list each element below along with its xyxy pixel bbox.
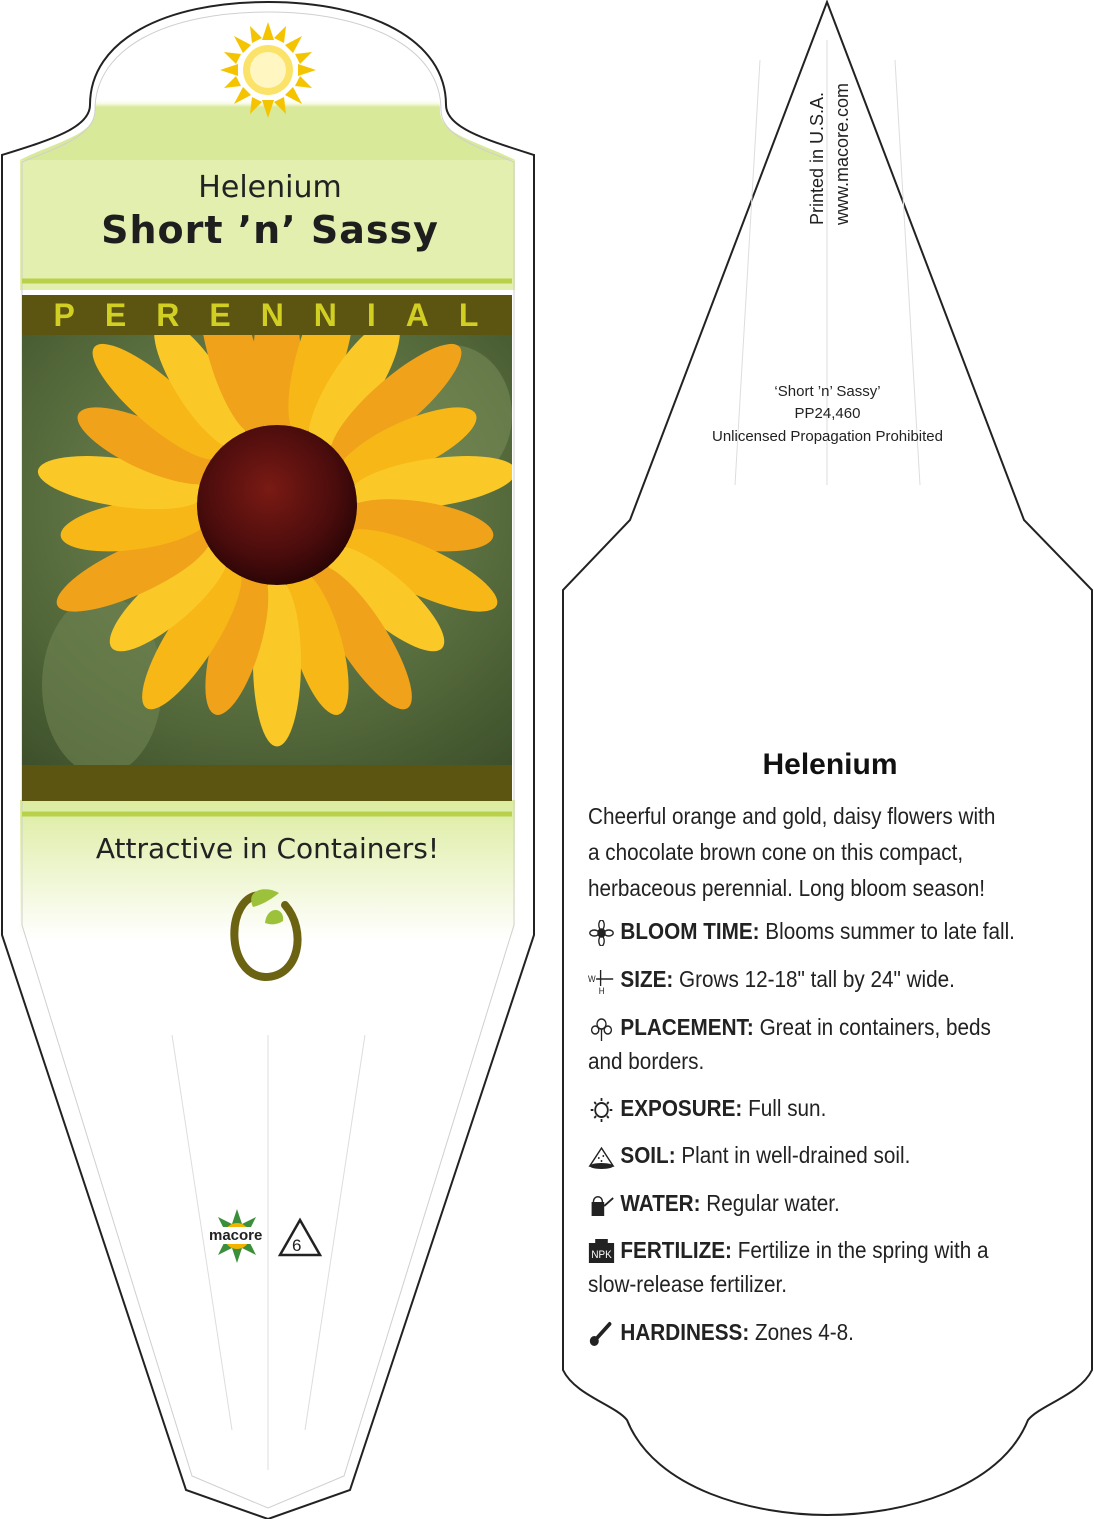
attr-label: EXPOSURE:	[620, 1095, 743, 1121]
patent-number: PP24,460	[794, 405, 861, 422]
attr-label: HARDINESS:	[620, 1319, 750, 1345]
attr-label: FERTILIZE:	[620, 1237, 732, 1263]
attr-label: BLOOM TIME:	[620, 918, 760, 944]
variety-quote: ‘Short ’n’ Sassy’	[774, 383, 881, 400]
soil-icon	[588, 1144, 615, 1170]
attr-value: Full sun.	[748, 1095, 827, 1121]
category-label: PERENNIAL	[53, 297, 509, 333]
back-title: Helenium	[762, 748, 898, 781]
propagation-notice: Unlicensed Propagation Prohibited	[712, 428, 943, 445]
attr-value: Fertilize in the spring with a slow-release fertilizer.	[588, 1237, 989, 1297]
attr-label: WATER:	[620, 1190, 701, 1216]
photo-band	[22, 765, 512, 801]
watering-can-icon	[588, 1192, 615, 1218]
attr-hardiness	[588, 1315, 1020, 1349]
svg-text:H: H	[598, 985, 605, 994]
attr-placement	[588, 1010, 1020, 1078]
attr-label: SIZE:	[620, 966, 674, 992]
macore-brand-text: macore	[209, 1227, 263, 1244]
attr-value: Plant in well-drained soil.	[681, 1142, 911, 1168]
flower-photo	[22, 335, 512, 765]
svg-text:NPK: NPK	[591, 1249, 612, 1262]
attr-label: SOIL:	[620, 1142, 676, 1168]
attr-label: PLACEMENT:	[620, 1014, 754, 1040]
thermometer-icon	[588, 1321, 615, 1347]
npk-icon	[588, 1239, 615, 1265]
attr-soil	[588, 1138, 1020, 1172]
attr-water	[588, 1186, 1020, 1220]
attr-value: Regular water.	[706, 1190, 840, 1216]
attr-bloom-time	[588, 914, 1020, 948]
attr-size	[588, 962, 1020, 996]
attr-fertilize	[588, 1233, 1020, 1301]
attr-exposure	[588, 1091, 1020, 1125]
front-tagline: Attractive in Containers!	[95, 832, 440, 865]
sun-icon	[220, 22, 316, 118]
front-genus: Helenium	[198, 170, 342, 205]
placement-icon	[588, 1016, 615, 1042]
description: Cheerful orange and gold, daisy flowers with a chocolate brown cone on this compact, herbaceous perennial. Long bloom season!	[588, 803, 996, 901]
attr-value: Grows 12-18" tall by 24" wide.	[679, 966, 955, 992]
attr-value: Blooms summer to late fall.	[765, 918, 1015, 944]
attr-value: Zones 4-8.	[754, 1319, 854, 1345]
size-icon	[588, 968, 615, 994]
website: www.macore.com	[832, 82, 852, 225]
sun-outline-icon	[588, 1097, 615, 1123]
svg-text:W: W	[588, 973, 596, 985]
recycle-number: 6	[292, 1236, 302, 1255]
flower-icon	[588, 920, 615, 946]
printed-in: Printed in U.S.A.	[807, 91, 827, 225]
front-variety: Short ’n’ Sassy	[101, 208, 439, 252]
attr-value: Great in containers, beds and borders.	[588, 1014, 991, 1074]
